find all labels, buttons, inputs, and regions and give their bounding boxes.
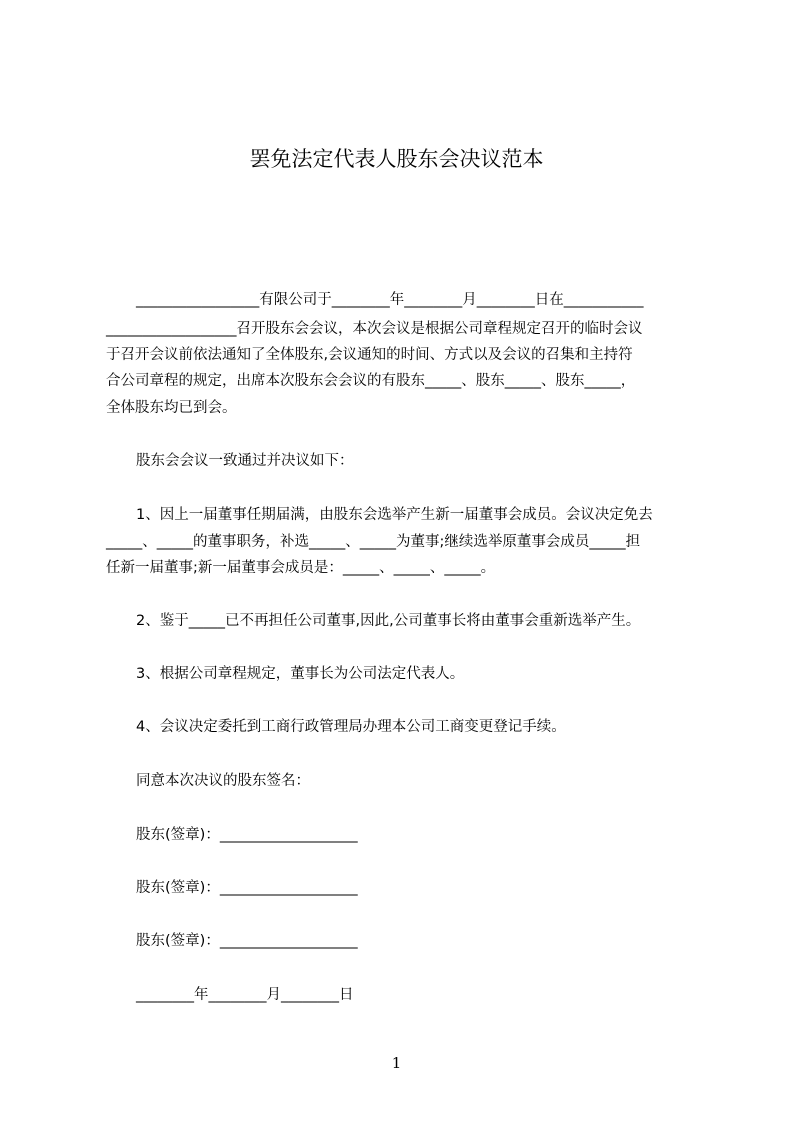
signature-line: 股东(签章)：___________________ (136, 933, 358, 949)
page-number: 1 (391, 1054, 402, 1072)
document-title: 罢免法定代表人股东会决议范本 (249, 147, 544, 171)
item-1-line-1: 1、因上一届董事任期届满，由股东会选举产生新一届董事会成员。会议决定免去 (136, 507, 653, 523)
sign-intro: 同意本次决议的股东签名： (136, 773, 310, 789)
item-2: 2、鉴于_____已不再担任公司董事,因此,公司董事长将由董事会重新选举产生。 (136, 613, 641, 629)
intro-line-4: 合公司章程的规定，出席本次股东会会议的有股东_____、股东_____、股东_____， (106, 373, 636, 389)
signature-line: 股东(签章)：___________________ (136, 880, 358, 896)
item-1-line-3: 任新一届董事;新一届董事会成员是：_____、_____、_____。 (106, 560, 496, 576)
intro-line-2: __________________召开股东会会议，本次会议是根据公司章程规定召开的临时会议 (106, 321, 643, 337)
intro-line-1: _________________有限公司于________年________月________日在___________ (136, 292, 644, 308)
resolution-intro: 股东会会议一致通过并决议如下： (136, 453, 354, 469)
date-line: ________年________月________日 (136, 987, 354, 1003)
item-3: 3、根据公司章程规定，董事长为公司法定代表人。 (136, 666, 465, 682)
intro-line-5: 全体股东均已到会。 (106, 400, 237, 416)
signature-line: 股东(签章)：___________________ (136, 827, 358, 843)
item-4: 4、会议决定委托到工商行政管理局办理本公司工商变更登记手续。 (136, 719, 566, 735)
item-1-line-2: _____、_____的董事职务，补选_____、_____为董事;继续选举原董事会成员_____担 (106, 534, 641, 550)
intro-line-3: 于召开会议前依法通知了全体股东,会议通知的时间、方式以及会议的召集和主持符 (106, 347, 633, 363)
